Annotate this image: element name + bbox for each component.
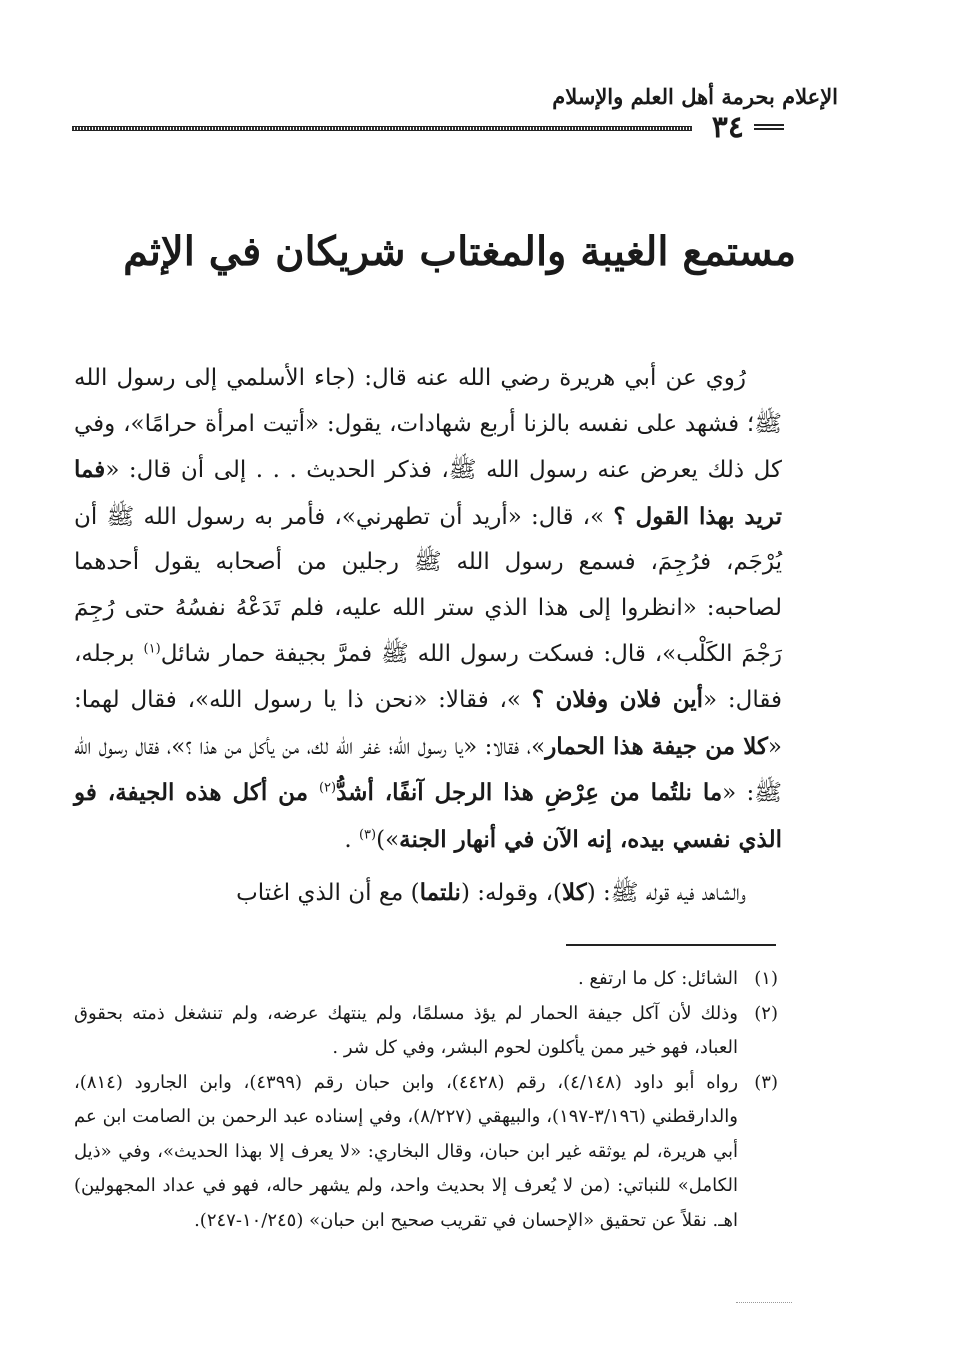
footnote-ref-1[interactable]: (١) [143, 640, 161, 656]
bold-word: كلا [562, 878, 587, 906]
chapter-title: مستمع الغيبة والمغتاب شريكان في الإثم [123, 228, 796, 275]
footnote-text: وذلك لأن آكل جيفة الحمار لم يؤذ مسلمًا، ولم ينتهك عرضه، ولم تنشغل ذمته بحقوق العباد، فهو خير ممن يأكلون لحوم البشر، وفي كل شر . [74, 1002, 739, 1058]
text-run: »، فقالا: «يا رسول الله؛ غفر الله لك، من يأكل من هذا ؟»، فقال رسول الله ﷺ: « [74, 733, 782, 807]
footnote-ref-3[interactable]: (٣) [358, 827, 377, 843]
page-number: ٣٤ [711, 110, 744, 145]
bold-quote: ما نلتُما من عِرْضِ هذا الرجل آنفًا، أشدُّ [336, 779, 723, 807]
text-run: برجله، فقال: « [74, 640, 783, 714]
footnote-separator [566, 944, 776, 946]
bold-quote: فما تريد بهذا القول ؟ [74, 456, 782, 530]
body-text [74, 356, 782, 916]
text-run: »، فقالا: «نحن ذا يا رسول الله»، فقال لهما: « [74, 687, 782, 760]
bold-quote: أين فلان وفلان ؟ [531, 686, 704, 714]
text-run: . [344, 826, 359, 853]
running-header-title: الإعلام بحرمة أهل العلم والإسلام [552, 84, 838, 109]
text-run: والشاهد فيه قوله ﷺ: ( [586, 879, 746, 906]
header-rule [72, 126, 692, 131]
evidence-paragraph [74, 870, 782, 917]
footnote-ref-2[interactable]: (٢) [318, 780, 337, 796]
footnote-number: (٢) [754, 1002, 778, 1024]
footnote-number: (١) [754, 968, 778, 989]
footnote-number: (٣) [754, 1071, 778, 1093]
text-run: ») [376, 826, 400, 853]
text-run: »، قال: «أريد أن تطهرني»، فأمر به رسول الله ﷺ أن يُرْجَم، فرُجِمَ، فسمع رسول الله ﷺ رجلين من أصحابه يقول أحدهما لصاحبه: «انظروا إلى هذا الذي ستر الله عليه، فلم تَدَعْهُ نفسُهُ حتى رُجِمَ رَجْمَ الكَلْب»، قال: فسكت رسول الله ﷺ فمرَّ بجيفة حمار شائل [74, 503, 782, 667]
footnote-text: الشائل: كل ما ارتفع . [577, 968, 738, 989]
bold-quote: من أكل هذه الجيفة، فو الذي نفسي بيده، إنه الآن في أنهار الجنة [74, 779, 782, 853]
footnote [74, 962, 778, 997]
scan-mark [736, 1302, 792, 1303]
bold-word: نلتما [419, 878, 461, 906]
bold-quote: كلا من جيفة هذا الحمار [545, 732, 768, 760]
header-dash [754, 124, 784, 130]
hadith-paragraph [74, 356, 782, 864]
text-run: )، وقوله: ( [460, 879, 563, 906]
footnote [74, 997, 778, 1066]
footnote-text: رواه أبو داود (٤/١٤٨)، رقم (٤٤٢٨)، وابن حبان رقم (٤٣٩٩)، وابن الجارود (٨١٤)، والدارقطني (٣/١٩٦-١٩٧)، والبيهقي (٨/٢٢٧)، وفي إسناده عبد الرحمن بن الصامت ابن عم أبي هريرة، لم يوثقه غير ابن حبان، وقال البخاري: «لا يعرف إلا بهذا الحديث»، وفي «ذيل الكامل» للنباتي: (من لا يُعرف إلا بحديث واحد، ولم يشهر حاله، فهو في عداد المجهولين) اهـ. نقلاً عن تحقيق «الإحسان في تقريب صحيح ابن حبان» (١٠/٢٤٥-٢٤٧). [74, 1071, 739, 1231]
text-run: رُوي عن أبي هريرة رضي الله عنه قال: (جاء الأسلمي إلى رسول الله ﷺ؛ فشهد على نفسه بالزنا أربع شهادات، يقول: «أتيت امرأة حرامًا»، وفي كل ذلك يعرض عنه رسول الله ﷺ، فذكر الحديث . . . إلى أن قال: « [74, 365, 782, 484]
footnotes [74, 962, 778, 1238]
text-run: ) مع أن الذي اغتاب [236, 879, 420, 906]
footnote [74, 1066, 778, 1239]
